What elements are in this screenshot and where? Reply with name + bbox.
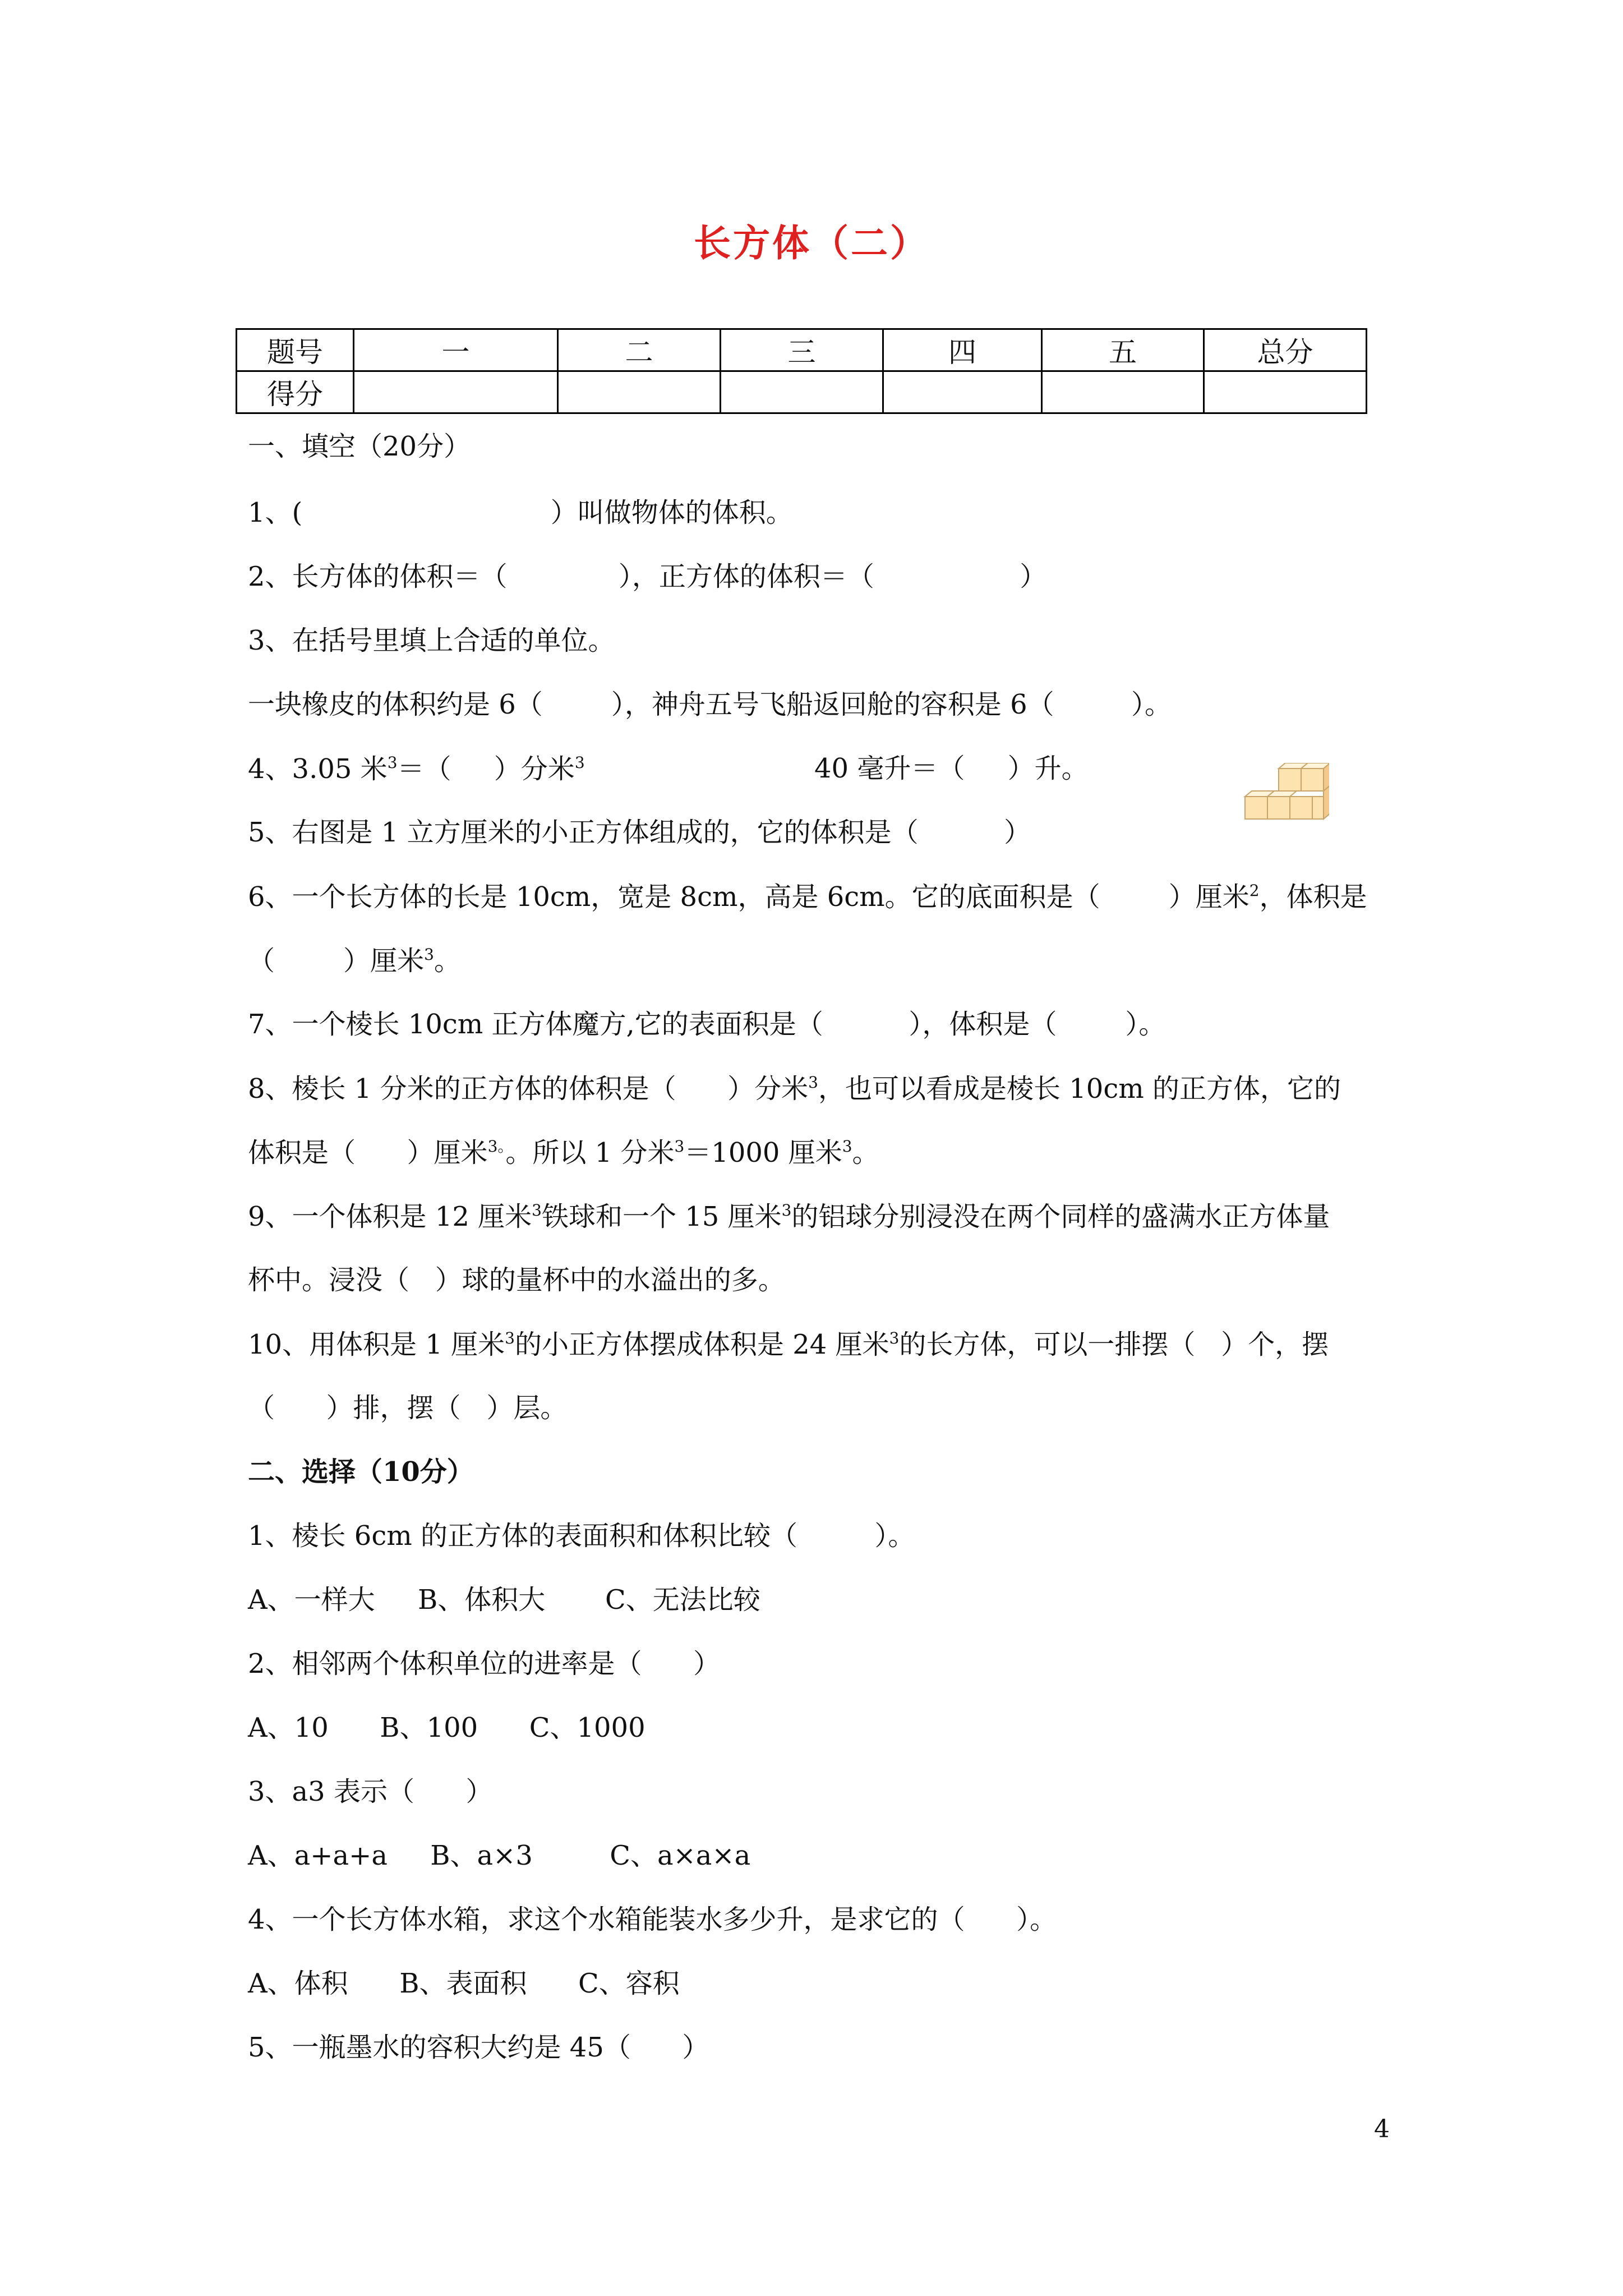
score-cell[interactable] xyxy=(1042,371,1204,413)
choice-question-2: 2、相邻两个体积单位的进率是（ ） xyxy=(248,1648,721,1680)
question-4: 4、3.05 米$^3$＝（ ）分米$^3$ xyxy=(248,753,585,785)
question-6: 6、一个长方体的长是 10cm，宽是 8cm，高是 6cm。它的底面积是（ ）厘米$^2$，体积是 xyxy=(248,881,1367,913)
choice-question-1: 1、棱长 6cm 的正方体的表面积和体积比较（ ）。 xyxy=(248,1520,915,1552)
score-cell[interactable] xyxy=(558,371,721,413)
score-header-cell: 三 xyxy=(721,329,883,371)
page-title: 长方体（二） xyxy=(694,221,929,265)
page-number: 4 xyxy=(1374,2115,1390,2143)
question-8-continued: 体积是（ ）厘米$^{3。}$。所以 1 分米$^3$＝1000 厘米$^3$。 xyxy=(248,1137,879,1168)
question-10-continued: （ ）排，摆（ ）层。 xyxy=(248,1392,568,1424)
choice-question-5: 5、一瓶墨水的容积大约是 45（ ） xyxy=(248,2032,709,2063)
score-header-cell: 总分 xyxy=(1204,329,1367,371)
choice-question-3: 3、a3 表示（ ） xyxy=(248,1776,493,1807)
question-6-continued: （ ）厘米$^3$。 xyxy=(248,945,461,977)
question-3: 3、在括号里填上合适的单位。 xyxy=(248,625,615,656)
section-heading-fill-blank: 一、填空（20分） xyxy=(248,431,471,462)
score-table xyxy=(236,328,1367,414)
choice-question-4-options: A、体积 B、表面积 C、容积 xyxy=(248,1968,680,1999)
score-header-cell: 一 xyxy=(354,329,558,371)
score-header-cell: 二 xyxy=(558,329,721,371)
choice-question-3-options: A、a+a+a B、a×3 C、a×a×a xyxy=(248,1840,751,1871)
score-table-score-row xyxy=(237,371,1367,413)
score-cell[interactable] xyxy=(354,371,558,413)
score-header-cell: 四 xyxy=(883,329,1042,371)
question-3-detail: 一块橡皮的体积约是 6（ ），神舟五号飞船返回舱的容积是 6（ ）。 xyxy=(248,689,1172,720)
score-row-label: 得分 xyxy=(237,371,354,413)
question-9-continued: 杯中。浸没（ ）球的量杯中的水溢出的多。 xyxy=(248,1264,785,1296)
score-table-header-row xyxy=(237,329,1367,371)
choice-question-4: 4、一个长方体水箱，求这个水箱能装水多少升，是求它的（ ）。 xyxy=(248,1904,1057,1935)
question-7: 7、一个棱长 10cm 正方体魔方,它的表面积是（ ），体积是（ ）。 xyxy=(248,1009,1166,1040)
choice-question-1-options: A、一样大 B、体积大 C、无法比较 xyxy=(248,1584,760,1616)
section-heading-choice: 二、选择（10分） xyxy=(248,1456,474,1488)
choice-question-2-options: A、10 B、100 C、1000 xyxy=(248,1712,645,1743)
question-1: 1、( ）叫做物体的体积。 xyxy=(248,497,793,528)
question-5: 5、右图是 1 立方厘米的小正方体组成的，它的体积是（ ） xyxy=(248,817,1031,848)
score-cell[interactable] xyxy=(721,371,883,413)
question-9: 9、一个体积是 12 厘米$^3$铁球和一个 15 厘米$^3$的铝球分别浸没在两个同样的盛满水正方体量 xyxy=(248,1201,1330,1232)
score-cell[interactable] xyxy=(1204,371,1367,413)
unit-cubes-figure xyxy=(1239,763,1329,847)
question-4-part-2: 40 毫升＝（ ）升。 xyxy=(814,753,1089,784)
score-header-cell: 五 xyxy=(1042,329,1204,371)
score-header-cell: 题号 xyxy=(237,329,354,371)
question-8: 8、棱长 1 分米的正方体的体积是（ ）分米$^3$，也可以看成是棱长 10cm 的正方体，它的 xyxy=(248,1073,1341,1105)
question-10: 10、用体积是 1 厘米$^3$的小正方体摆成体积是 24 厘米$^3$的长方体，可以一排摆（ ）个，摆 xyxy=(248,1329,1329,1360)
question-2: 2、长方体的体积＝（ ），正方体的体积＝（ ） xyxy=(248,561,1047,592)
score-cell[interactable] xyxy=(883,371,1042,413)
